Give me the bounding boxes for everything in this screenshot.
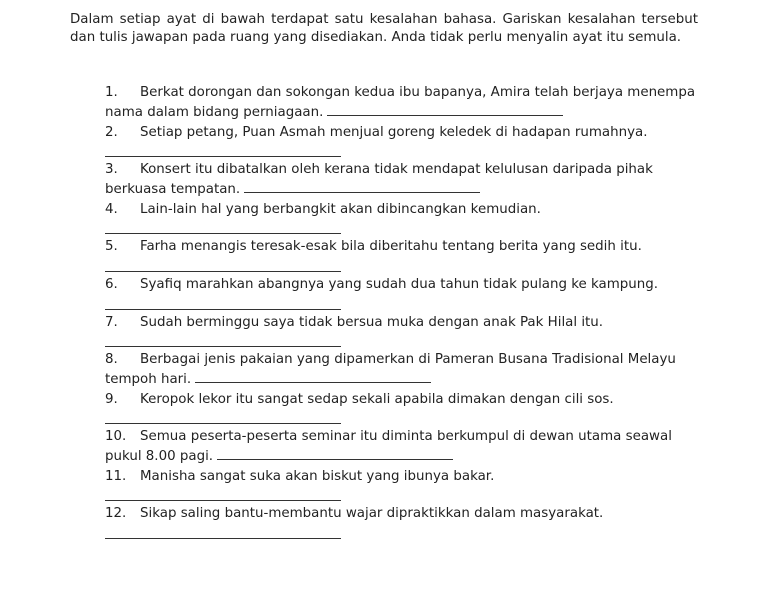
question-text: Sudah berminggu saya tidak bersua muka dengan anak Pak Hilal itu. xyxy=(140,314,604,330)
answer-blank[interactable] xyxy=(244,180,480,193)
question-text: Farha menangis teresak-esak bila diberitahu tentang berita yang sedih itu. xyxy=(140,239,642,255)
instructions-text: Dalam setiap ayat di bawah terdapat satu kesalahan bahasa. Gariskan kesalahan tersebut dan tulis jawapan pada ruang yang disediakan. Anda tidak perlu menyalin ayat itu semula. xyxy=(70,12,698,45)
question-text: Semua peserta-peserta seminar itu diminta berkumpul di dewan utama seawal pukul 8.00 pagi. xyxy=(105,429,672,464)
answer-blank[interactable] xyxy=(105,257,341,272)
question-text: Sikap saling bantu-membantu wajar dipraktikkan dalam masyarakat. xyxy=(140,506,604,522)
question-6 xyxy=(105,276,705,310)
question-number: 11. xyxy=(105,468,127,484)
question-8 xyxy=(105,351,705,389)
question-4 xyxy=(105,201,705,235)
question-number: 5. xyxy=(105,239,118,255)
question-3 xyxy=(105,161,705,199)
question-number: 10. xyxy=(105,429,127,445)
question-number: 12. xyxy=(105,506,127,522)
question-number: 2. xyxy=(105,124,118,140)
question-number: 4. xyxy=(105,201,118,217)
question-9 xyxy=(105,391,705,425)
answer-blank[interactable] xyxy=(105,142,341,157)
question-text: Konsert itu dibatalkan oleh kerana tidak mendapat kelulusan daripada pihak berkuasa tempatan. xyxy=(105,162,653,197)
question-text: Setiap petang, Puan Asmah menjual goreng keledek di hadapan rumahnya. xyxy=(140,124,648,140)
question-text: Keropok lekor itu sangat sedap sekali apabila dimakan dengan cili sos. xyxy=(140,391,614,407)
question-text: Berkat dorongan dan sokongan kedua ibu bapanya, Amira telah berjaya menempa nama dalam bidang perniagaan. xyxy=(105,85,696,120)
question-11 xyxy=(105,468,705,502)
question-number: 1. xyxy=(105,85,118,100)
answer-blank[interactable] xyxy=(217,447,453,460)
question-list xyxy=(105,84,705,543)
question-text: Syafiq marahkan abangnya yang sudah dua tahun tidak pulang ke kampung. xyxy=(140,276,659,292)
question-text: Berbagai jenis pakaian yang dipamerkan di Pameran Busana Tradisional Melayu tempoh hari. xyxy=(105,352,676,387)
question-number: 8. xyxy=(105,352,118,368)
question-number: 9. xyxy=(105,391,118,407)
question-12 xyxy=(105,505,705,539)
answer-blank[interactable] xyxy=(327,103,563,116)
question-5 xyxy=(105,238,705,272)
answer-blank[interactable] xyxy=(105,332,341,347)
question-number: 3. xyxy=(105,162,118,178)
question-text: Lain-lain hal yang berbangkit akan dibincangkan kemudian. xyxy=(140,201,541,217)
answer-blank[interactable] xyxy=(105,219,341,234)
answer-blank[interactable] xyxy=(105,524,341,539)
question-7 xyxy=(105,314,705,348)
question-1 xyxy=(105,84,705,122)
question-10 xyxy=(105,428,705,466)
answer-blank[interactable] xyxy=(105,295,341,310)
answer-blank[interactable] xyxy=(105,409,341,424)
question-number: 7. xyxy=(105,314,118,330)
question-number: 6. xyxy=(105,276,118,292)
answer-blank[interactable] xyxy=(195,370,431,383)
question-text: Manisha sangat suka akan biskut yang ibunya bakar. xyxy=(140,468,495,484)
answer-blank[interactable] xyxy=(105,486,341,501)
question-2 xyxy=(105,124,705,158)
